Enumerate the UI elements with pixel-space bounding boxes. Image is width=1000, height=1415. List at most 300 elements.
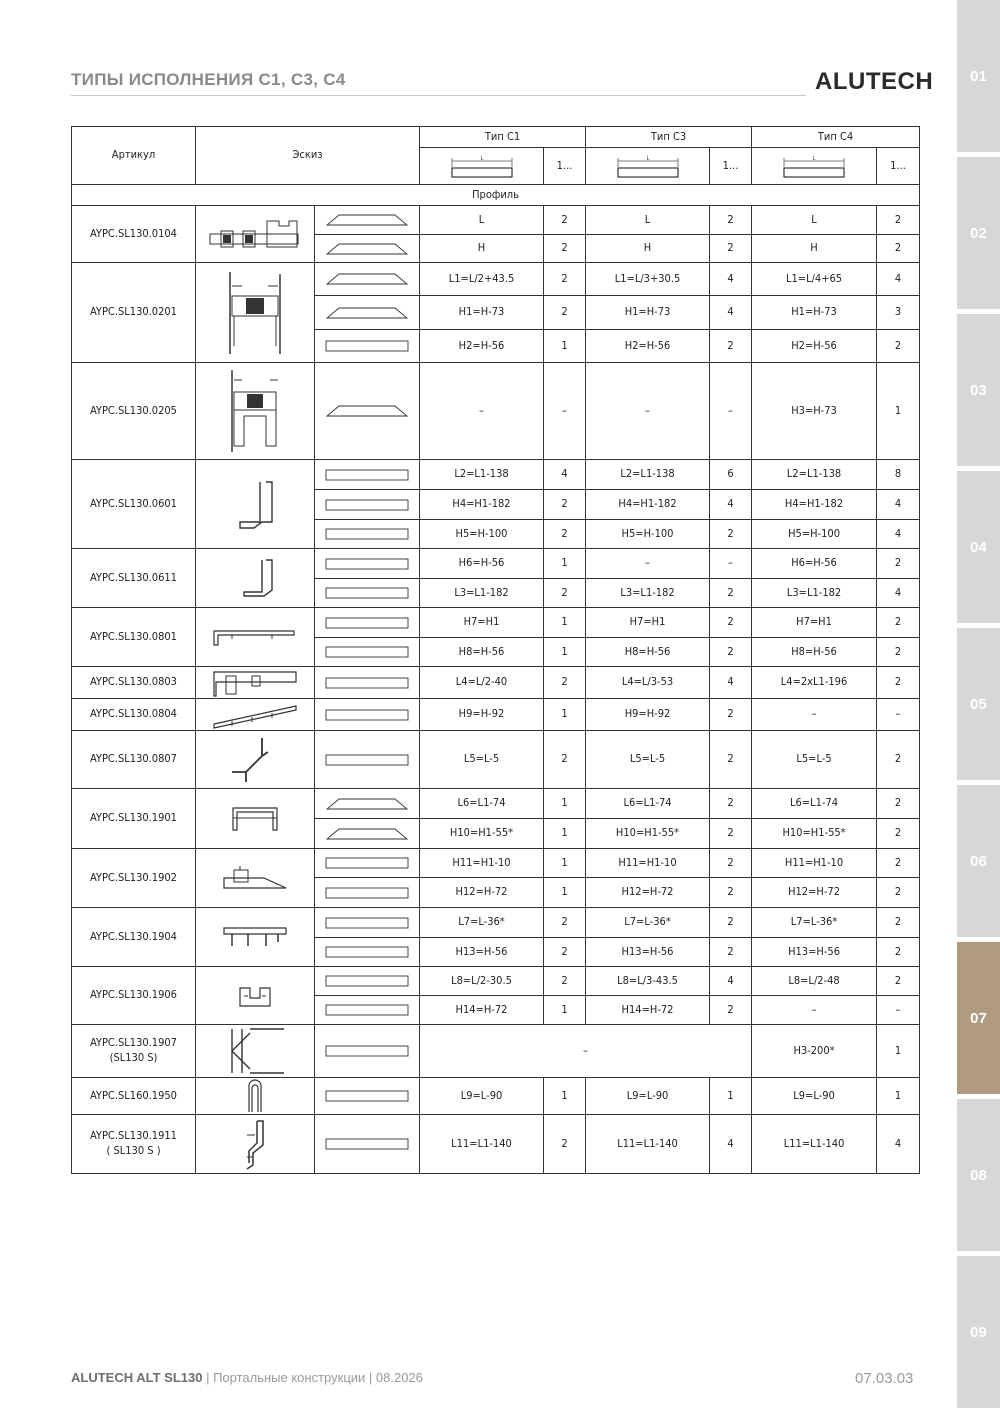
article-number: AYPC.SL130.0201 xyxy=(72,263,196,363)
dimension-cell xyxy=(586,148,710,185)
cut-shape-cell xyxy=(315,967,420,996)
type-c4-dimension: L2=L1-138 xyxy=(752,460,877,490)
type-c3-dimension: L1=L/3+30.5 xyxy=(586,263,710,296)
profile-sketch-cell xyxy=(196,967,315,1025)
table-row xyxy=(72,549,920,579)
type-c1-dimension: H12=H-72 xyxy=(420,878,544,908)
article-number: AYPC.SL130.0804 xyxy=(72,699,196,731)
profile-0803-icon xyxy=(212,668,298,698)
type-c1-qty: 2 xyxy=(544,235,586,263)
type-c3-qty: 2 xyxy=(710,731,752,789)
type-c3-dimension: H14=H-72 xyxy=(586,996,710,1025)
type-c1-dimension: L6=L1-74 xyxy=(420,789,544,819)
footer-doc-info xyxy=(71,1370,423,1385)
cut-rect-icon xyxy=(325,499,409,511)
profile-0807-icon xyxy=(222,734,288,786)
cut-shape-cell xyxy=(315,235,420,263)
table-row xyxy=(72,699,920,731)
type-c4-qty: 2 xyxy=(877,608,920,638)
type-c4-dimension: H12=H-72 xyxy=(752,878,877,908)
type-c4-qty: 2 xyxy=(877,206,920,235)
type-c1-dimension: H9=H-92 xyxy=(420,699,544,731)
cut-trapezoid-icon xyxy=(325,798,409,810)
type-c3-qty: 4 xyxy=(710,490,752,520)
cut-rect-icon xyxy=(325,558,409,570)
article-number: AYPC.SL160.1950 xyxy=(72,1078,196,1115)
type-c4-qty: 2 xyxy=(877,908,920,938)
type-c4-dimension: L5=L-5 xyxy=(752,731,877,789)
qty-header: 1... xyxy=(877,148,920,185)
type-c1-dimension: H13=H-56 xyxy=(420,938,544,967)
profile-0804-icon xyxy=(212,700,298,730)
type-c4-dimension: H3-200* xyxy=(752,1025,877,1078)
type-c4-dimension: H13=H-56 xyxy=(752,938,877,967)
cut-shape-cell xyxy=(315,206,420,235)
cut-rect-icon xyxy=(325,677,409,689)
type-c3-dimension: L4=L/3-53 xyxy=(586,667,710,699)
type-c4-dimension: H6=H-56 xyxy=(752,549,877,579)
cut-trapezoid-icon xyxy=(325,273,409,285)
profile-sketch-cell xyxy=(196,731,315,789)
type-c1-dimension: L4=L/2-40 xyxy=(420,667,544,699)
type-c4-dimension: H xyxy=(752,235,877,263)
cut-rect-icon xyxy=(325,340,409,352)
type-c4-dimension: L3=L1-182 xyxy=(752,579,877,608)
cut-trapezoid-icon xyxy=(325,405,409,417)
type-c4-qty: 4 xyxy=(877,263,920,296)
type-c1-qty: 1 xyxy=(544,819,586,849)
cut-trapezoid-icon xyxy=(325,307,409,319)
dimension-cell xyxy=(752,148,877,185)
cut-shape-cell xyxy=(315,1025,420,1078)
type-c3-qty: 6 xyxy=(710,460,752,490)
chapter-tab-07[interactable]: 07 xyxy=(957,942,1000,1094)
cut-rect-icon xyxy=(325,975,409,987)
cut-rect-icon xyxy=(325,1090,409,1102)
type-c4-dimension: L7=L-36* xyxy=(752,908,877,938)
type-c4-qty: 1 xyxy=(877,1025,920,1078)
cut-shape-cell xyxy=(315,789,420,819)
cut-shape-cell xyxy=(315,330,420,363)
type-c3-dimension: L6=L1-74 xyxy=(586,789,710,819)
cut-shape-cell xyxy=(315,699,420,731)
cut-rect-icon xyxy=(325,1138,409,1150)
type-c4-qty: 2 xyxy=(877,819,920,849)
type-c1-qty: 2 xyxy=(544,731,586,789)
merged-cell: – xyxy=(420,1025,752,1078)
type-c1-qty: 2 xyxy=(544,206,586,235)
article-number: AYPC.SL130.0807 xyxy=(72,731,196,789)
type-c4-qty: 2 xyxy=(877,789,920,819)
type-c4-dimension: L6=L1-74 xyxy=(752,789,877,819)
cut-shape-cell xyxy=(315,667,420,699)
chapter-tabs xyxy=(957,0,1000,1415)
type-c4-dimension: H10=H1-55* xyxy=(752,819,877,849)
article-number: AYPC.SL130.1904 xyxy=(72,908,196,967)
profile-0201-icon xyxy=(222,268,288,358)
type-c3-dimension: H8=H-56 xyxy=(586,638,710,667)
cut-shape-cell xyxy=(315,460,420,490)
type-c4-dimension: L4=2xL1-196 xyxy=(752,667,877,699)
type-c4-qty: 2 xyxy=(877,938,920,967)
article-number: AYPC.SL130.0601 xyxy=(72,460,196,549)
type-c4-dimension: H1=H-73 xyxy=(752,296,877,330)
type-c4-qty: 2 xyxy=(877,731,920,789)
type-c1-dimension: H11=H1-10 xyxy=(420,849,544,878)
cut-trapezoid-icon xyxy=(325,214,409,226)
profile-sketch-cell xyxy=(196,1115,315,1174)
type-c1-qty: 4 xyxy=(544,460,586,490)
footer-brand: ALUTECH ALT SL130 xyxy=(71,1370,203,1385)
profile-1902-icon xyxy=(220,864,290,892)
type-c3-dimension: – xyxy=(586,363,710,460)
type-c3-dimension: H xyxy=(586,235,710,263)
dimension-label: L xyxy=(812,155,816,162)
cut-shape-cell xyxy=(315,1115,420,1174)
type-c1-qty: 1 xyxy=(544,996,586,1025)
type-c1-qty: 1 xyxy=(544,608,586,638)
article-number: AYPC.SL130.1906 xyxy=(72,967,196,1025)
profile-0601-icon xyxy=(222,478,288,530)
cut-rect-icon xyxy=(325,857,409,869)
type-c1-qty: 1 xyxy=(544,849,586,878)
type-c3-dimension: L9=L-90 xyxy=(586,1078,710,1115)
type-c3-dimension: L2=L1-138 xyxy=(586,460,710,490)
type-c1-qty: 1 xyxy=(544,549,586,579)
table-row xyxy=(72,608,920,638)
type-c3-dimension: H4=H1-182 xyxy=(586,490,710,520)
dimension-label: L xyxy=(479,155,484,162)
type-c4-dimension: H2=H-56 xyxy=(752,330,877,363)
article-number: AYPC.SL130.0801 xyxy=(72,608,196,667)
type-c3-dimension: – xyxy=(586,549,710,579)
table-row xyxy=(72,667,920,699)
type-c1-qty: 2 xyxy=(544,296,586,330)
table-row xyxy=(72,206,920,235)
dimension-cell xyxy=(420,148,544,185)
type-c1-dimension: L11=L1-140 xyxy=(420,1115,544,1174)
type-c3-dimension: H13=H-56 xyxy=(586,938,710,967)
type-c3-qty: – xyxy=(710,549,752,579)
column-header-type-c3: Тип С3 xyxy=(586,127,752,148)
cut-shape-cell xyxy=(315,263,420,296)
type-c3-qty: 4 xyxy=(710,263,752,296)
profile-1907-icon xyxy=(222,1025,288,1077)
cut-shape-cell xyxy=(315,878,420,908)
type-c1-dimension: H14=H-72 xyxy=(420,996,544,1025)
type-c1-dimension: H xyxy=(420,235,544,263)
type-c4-dimension: L8=L/2-48 xyxy=(752,967,877,996)
cut-trapezoid-icon xyxy=(325,828,409,840)
type-c4-qty: 4 xyxy=(877,1115,920,1174)
cut-shape-cell xyxy=(315,819,420,849)
profile-sketch-cell xyxy=(196,699,315,731)
type-c1-qty: 1 xyxy=(544,638,586,667)
type-c3-qty: 4 xyxy=(710,296,752,330)
type-c1-dimension: L8=L/2-30.5 xyxy=(420,967,544,996)
type-c3-dimension: L xyxy=(586,206,710,235)
table-row xyxy=(72,363,920,460)
table-row xyxy=(72,460,920,490)
cut-shape-cell xyxy=(315,520,420,549)
dimension-icon xyxy=(616,155,680,181)
profile-sketch-cell xyxy=(196,206,315,263)
table-row xyxy=(72,731,920,789)
type-c1-dimension: L3=L1-182 xyxy=(420,579,544,608)
type-c3-qty: 2 xyxy=(710,819,752,849)
type-c3-dimension: L3=L1-182 xyxy=(586,579,710,608)
type-c3-qty: 2 xyxy=(710,938,752,967)
type-c1-dimension: L5=L-5 xyxy=(420,731,544,789)
profile-sketch-cell xyxy=(196,1078,315,1115)
type-c4-dimension: H11=H1-10 xyxy=(752,849,877,878)
type-c3-dimension: H5=H-100 xyxy=(586,520,710,549)
table-row xyxy=(72,263,920,296)
type-c4-qty: 2 xyxy=(877,235,920,263)
profile-0611-icon xyxy=(222,556,288,600)
article-number: AYPC.SL130.1911 ( SL130 S ) xyxy=(72,1115,196,1174)
type-c1-qty: – xyxy=(544,363,586,460)
brand-logo: ALUTECH xyxy=(815,68,934,95)
type-c1-qty: 2 xyxy=(544,667,586,699)
type-c1-qty: 1 xyxy=(544,699,586,731)
type-c1-qty: 2 xyxy=(544,908,586,938)
type-c4-dimension: L11=L1-140 xyxy=(752,1115,877,1174)
table-row xyxy=(72,967,920,996)
cut-shape-cell xyxy=(315,490,420,520)
profile-0801-icon xyxy=(212,623,298,651)
type-c3-dimension: L7=L-36* xyxy=(586,908,710,938)
type-c1-dimension: L2=L1-138 xyxy=(420,460,544,490)
type-c4-dimension: L1=L/4+65 xyxy=(752,263,877,296)
type-c4-qty: 8 xyxy=(877,460,920,490)
cut-rect-icon xyxy=(325,946,409,958)
type-c3-dimension: H7=H1 xyxy=(586,608,710,638)
cut-shape-cell xyxy=(315,296,420,330)
chapter-tab-06[interactable]: 06 xyxy=(957,785,1000,937)
table-row xyxy=(72,1025,920,1078)
type-c4-qty: 2 xyxy=(877,878,920,908)
cut-rect-icon xyxy=(325,617,409,629)
type-c4-dimension: H7=H1 xyxy=(752,608,877,638)
type-c4-qty: 4 xyxy=(877,520,920,549)
type-c3-qty: 1 xyxy=(710,1078,752,1115)
type-c3-dimension: H12=H-72 xyxy=(586,878,710,908)
dimension-icon xyxy=(782,155,846,181)
cut-rect-icon xyxy=(325,528,409,540)
profile-sketch-cell xyxy=(196,908,315,967)
cut-rect-icon xyxy=(325,646,409,658)
type-c4-dimension: H3=H-73 xyxy=(752,363,877,460)
profile-1950-icon xyxy=(219,1078,291,1114)
chapter-tab-01[interactable]: 01 xyxy=(957,0,1000,152)
type-c4-qty: – xyxy=(877,699,920,731)
column-header-sketch: Эскиз xyxy=(196,127,420,185)
type-c1-qty: 1 xyxy=(544,789,586,819)
type-c3-qty: 2 xyxy=(710,908,752,938)
cut-rect-icon xyxy=(325,887,409,899)
type-c1-dimension: H10=H1-55* xyxy=(420,819,544,849)
cut-rect-icon xyxy=(325,1045,409,1057)
type-c3-dimension: H9=H-92 xyxy=(586,699,710,731)
type-c1-dimension: L9=L-90 xyxy=(420,1078,544,1115)
type-c3-dimension: L5=L-5 xyxy=(586,731,710,789)
column-header-type-c4: Тип С4 xyxy=(752,127,920,148)
cut-shape-cell xyxy=(315,638,420,667)
article-number: AYPC.SL130.0611 xyxy=(72,549,196,608)
table-row xyxy=(72,789,920,819)
type-c1-dimension: H4=H1-182 xyxy=(420,490,544,520)
type-c1-dimension: H1=H-73 xyxy=(420,296,544,330)
type-c3-dimension: H11=H1-10 xyxy=(586,849,710,878)
table-row xyxy=(72,849,920,878)
cut-shape-cell xyxy=(315,549,420,579)
type-c3-qty: 2 xyxy=(710,878,752,908)
chapter-tab-03[interactable]: 03 xyxy=(957,314,1000,466)
page-title: ТИПЫ ИСПОЛНЕНИЯ С1, С3, С4 xyxy=(71,70,346,89)
type-c3-qty: 2 xyxy=(710,579,752,608)
chapter-tab-09[interactable]: 09 xyxy=(957,1256,1000,1408)
dimension-icon xyxy=(450,155,514,181)
type-c3-qty: – xyxy=(710,363,752,460)
type-c3-qty: 2 xyxy=(710,849,752,878)
cut-rect-icon xyxy=(325,1004,409,1016)
type-c4-dimension: H5=H-100 xyxy=(752,520,877,549)
type-c3-qty: 4 xyxy=(710,1115,752,1174)
type-c4-dimension: L9=L-90 xyxy=(752,1078,877,1115)
type-c4-qty: 2 xyxy=(877,638,920,667)
type-c3-qty: 4 xyxy=(710,667,752,699)
type-c1-qty: 1 xyxy=(544,878,586,908)
dimension-label: L xyxy=(646,155,650,162)
type-c3-qty: 2 xyxy=(710,608,752,638)
column-header-type-c1: Тип С1 xyxy=(420,127,586,148)
cut-shape-cell xyxy=(315,938,420,967)
profile-sketch-cell xyxy=(196,789,315,849)
type-c1-qty: 2 xyxy=(544,490,586,520)
cut-shape-cell xyxy=(315,849,420,878)
chapter-tab-02[interactable]: 02 xyxy=(957,157,1000,309)
chapter-tab-08[interactable]: 08 xyxy=(957,1099,1000,1251)
type-c1-qty: 2 xyxy=(544,1115,586,1174)
type-c1-dimension: L1=L/2+43.5 xyxy=(420,263,544,296)
article-number: AYPC.SL130.0104 xyxy=(72,206,196,263)
cut-trapezoid-icon xyxy=(325,243,409,255)
article-number: AYPC.SL130.1901 xyxy=(72,789,196,849)
type-c4-dimension: – xyxy=(752,699,877,731)
profile-1904-icon xyxy=(222,924,288,950)
article-number: AYPC.SL130.1907 (SL130 S) xyxy=(72,1025,196,1078)
table-row xyxy=(72,1115,920,1174)
profile-sketch-cell xyxy=(196,849,315,908)
profile-1911-icon xyxy=(219,1115,291,1173)
type-c4-dimension: H8=H-56 xyxy=(752,638,877,667)
type-c4-qty: 1 xyxy=(877,363,920,460)
profile-sketch-cell xyxy=(196,363,315,460)
header-divider xyxy=(71,95,806,96)
type-c4-qty: 2 xyxy=(877,849,920,878)
type-c3-qty: 2 xyxy=(710,996,752,1025)
qty-header: 1... xyxy=(710,148,752,185)
type-c3-dimension: L8=L/3-43.5 xyxy=(586,967,710,996)
profile-1901-icon xyxy=(229,804,281,834)
footer-page-number: 07.03.03 xyxy=(855,1370,914,1387)
type-c1-dimension: H6=H-56 xyxy=(420,549,544,579)
type-c3-dimension: H10=H1-55* xyxy=(586,819,710,849)
type-c4-qty: 2 xyxy=(877,549,920,579)
qty-header: 1... xyxy=(544,148,586,185)
type-c1-qty: 2 xyxy=(544,579,586,608)
type-c1-dimension: L xyxy=(420,206,544,235)
cut-shape-cell xyxy=(315,608,420,638)
type-c3-dimension: L11=L1-140 xyxy=(586,1115,710,1174)
article-number: AYPC.SL130.1902 xyxy=(72,849,196,908)
profile-sketch-cell xyxy=(196,549,315,608)
type-c4-qty: 1 xyxy=(877,1078,920,1115)
type-c1-qty: 2 xyxy=(544,520,586,549)
profile-0205-icon xyxy=(222,366,288,456)
article-number: AYPC.SL130.0803 xyxy=(72,667,196,699)
type-c4-qty: 2 xyxy=(877,967,920,996)
cut-shape-cell xyxy=(315,731,420,789)
section-header-profile: Профиль xyxy=(72,185,920,206)
profile-sketch-cell xyxy=(196,263,315,363)
cut-rect-icon xyxy=(325,587,409,599)
cut-shape-cell xyxy=(315,1078,420,1115)
profile-sketch-cell xyxy=(196,460,315,549)
type-c4-qty: 2 xyxy=(877,330,920,363)
column-header-article: Артикул xyxy=(72,127,196,185)
cut-rect-icon xyxy=(325,469,409,481)
type-c3-dimension: H1=H-73 xyxy=(586,296,710,330)
type-c1-dimension: H2=H-56 xyxy=(420,330,544,363)
profile-1906-icon xyxy=(234,982,276,1010)
table-row xyxy=(72,1078,920,1115)
type-c4-qty: 4 xyxy=(877,579,920,608)
cut-shape-cell xyxy=(315,579,420,608)
type-c4-qty: – xyxy=(877,996,920,1025)
type-c3-dimension: H2=H-56 xyxy=(586,330,710,363)
article-number: AYPC.SL130.0205 xyxy=(72,363,196,460)
profile-sketch-cell xyxy=(196,1025,315,1078)
type-c4-qty: 4 xyxy=(877,490,920,520)
cut-shape-cell xyxy=(315,996,420,1025)
chapter-tab-05[interactable]: 05 xyxy=(957,628,1000,780)
type-c4-dimension: L xyxy=(752,206,877,235)
type-c1-qty: 2 xyxy=(544,967,586,996)
type-c3-qty: 2 xyxy=(710,699,752,731)
type-c4-dimension: H4=H1-182 xyxy=(752,490,877,520)
type-c3-qty: 2 xyxy=(710,330,752,363)
spec-table xyxy=(71,126,920,1174)
chapter-tab-04[interactable]: 04 xyxy=(957,471,1000,623)
table-row xyxy=(72,908,920,938)
type-c3-qty: 2 xyxy=(710,789,752,819)
type-c1-qty: 1 xyxy=(544,1078,586,1115)
type-c4-dimension: – xyxy=(752,996,877,1025)
profile-sketch-cell xyxy=(196,608,315,667)
type-c3-qty: 2 xyxy=(710,206,752,235)
cut-shape-cell xyxy=(315,363,420,460)
type-c3-qty: 4 xyxy=(710,967,752,996)
profile-0104-icon xyxy=(207,217,303,251)
type-c3-qty: 2 xyxy=(710,235,752,263)
type-c1-qty: 2 xyxy=(544,938,586,967)
type-c1-dimension: H7=H1 xyxy=(420,608,544,638)
type-c3-qty: 2 xyxy=(710,520,752,549)
type-c1-qty: 2 xyxy=(544,263,586,296)
cut-rect-icon xyxy=(325,754,409,766)
